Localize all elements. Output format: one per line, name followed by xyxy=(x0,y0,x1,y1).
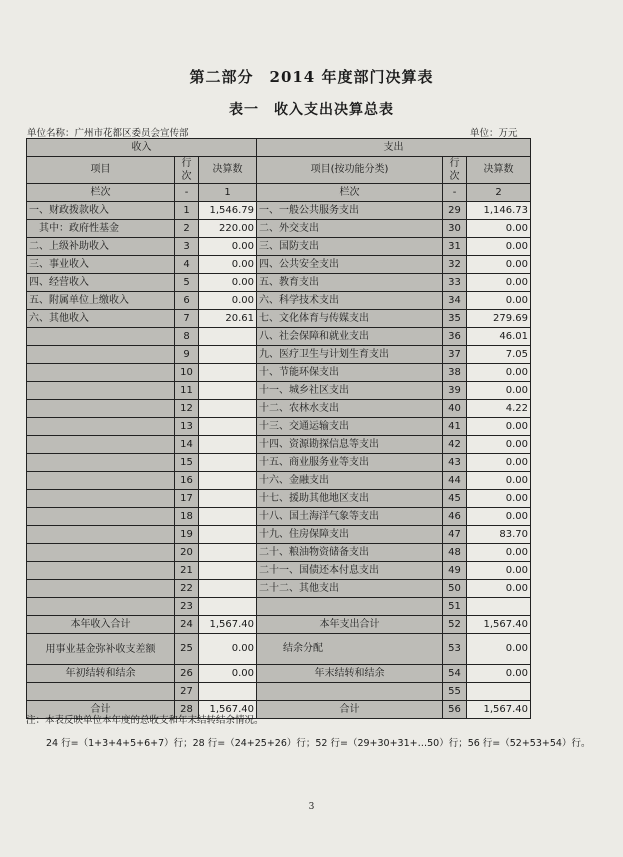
expense-row-no: 32 xyxy=(443,256,467,274)
expense-col-number: 2 xyxy=(467,184,531,202)
income-item xyxy=(27,418,175,436)
income-row-no: 3 xyxy=(175,238,199,256)
fund-label: 用事业基金弥补收支差额 xyxy=(27,634,175,665)
income-item xyxy=(27,490,175,508)
expense-amount xyxy=(467,598,531,616)
income-row-no: 2 xyxy=(175,220,199,238)
income-amount xyxy=(199,328,257,346)
expense-group-header: 支出 xyxy=(257,139,531,157)
income-amount: 20.61 xyxy=(199,310,257,328)
expense-amount: 0.00 xyxy=(467,292,531,310)
expense-amount: 0.00 xyxy=(467,454,531,472)
expense-amount: 4.22 xyxy=(467,400,531,418)
expense-item: 十、节能环保支出 xyxy=(257,364,443,382)
expense-row-no: 40 xyxy=(443,400,467,418)
table-row xyxy=(27,436,531,454)
income-col-number: 1 xyxy=(199,184,257,202)
expense-item: 三、国防支出 xyxy=(257,238,443,256)
income-amount xyxy=(199,490,257,508)
expense-row-no: 43 xyxy=(443,454,467,472)
table-row xyxy=(27,364,531,382)
table-row xyxy=(27,202,531,220)
income-amount xyxy=(199,598,257,616)
expense-item: 七、文化体育与传媒支出 xyxy=(257,310,443,328)
expense-amount: 0.00 xyxy=(467,490,531,508)
income-amount: 0.00 xyxy=(199,274,257,292)
income-row-no: 15 xyxy=(175,454,199,472)
income-amount xyxy=(199,508,257,526)
expense-amount-header: 决算数 xyxy=(467,157,531,184)
expense-row-no: 33 xyxy=(443,274,467,292)
expense-item: 二十一、国债还本付息支出 xyxy=(257,562,443,580)
expense-amount: 0.00 xyxy=(467,562,531,580)
expense-amount: 7.05 xyxy=(467,346,531,364)
table-row xyxy=(27,526,531,544)
table-row xyxy=(27,238,531,256)
expense-amount: 46.01 xyxy=(467,328,531,346)
distribution-no: 53 xyxy=(443,634,467,665)
expense-amount: 0.00 xyxy=(467,418,531,436)
table-formula-note: 24 行=（1+3+4+5+6+7）行；28 行=（24+25+26）行；52 行=（29+30+31+…50）行；56 行=（52+53+54）行。 xyxy=(46,738,591,749)
expense-item: 十五、商业服务业等支出 xyxy=(257,454,443,472)
table-row xyxy=(27,292,531,310)
expense-item: 五、教育支出 xyxy=(257,274,443,292)
expense-total-no: 52 xyxy=(443,616,467,634)
table-row xyxy=(27,544,531,562)
expense-amount: 0.00 xyxy=(467,256,531,274)
income-amount xyxy=(199,580,257,598)
income-item: 五、附属单位上缴收入 xyxy=(27,292,175,310)
income-item xyxy=(27,472,175,490)
expense-row-no: 29 xyxy=(443,202,467,220)
income-rowno-header: 行次 xyxy=(175,157,199,184)
expense-item: 十七、援助其他地区支出 xyxy=(257,490,443,508)
grand-total-no-right: 56 xyxy=(443,701,467,719)
blank-income-no: 27 xyxy=(175,683,199,701)
expense-row-no: 39 xyxy=(443,382,467,400)
currency-unit: 单位：万元 xyxy=(470,128,518,139)
table-row xyxy=(27,508,531,526)
expense-row-no: 47 xyxy=(443,526,467,544)
table-row xyxy=(27,346,531,364)
end-balance-label: 年末结转和结余 xyxy=(257,665,443,683)
income-item xyxy=(27,436,175,454)
expense-amount: 1,146.73 xyxy=(467,202,531,220)
grand-total-no-left: 28 xyxy=(175,701,199,719)
expense-amount: 0.00 xyxy=(467,544,531,562)
income-row-no: 1 xyxy=(175,202,199,220)
income-row-no: 5 xyxy=(175,274,199,292)
grand-total-value-left: 1,567.40 xyxy=(199,701,257,719)
expense-row-no: 34 xyxy=(443,292,467,310)
expense-item: 八、社会保障和就业支出 xyxy=(257,328,443,346)
expense-row-no: 41 xyxy=(443,418,467,436)
end-balance-value: 0.00 xyxy=(467,665,531,683)
expense-item: 二、外交支出 xyxy=(257,220,443,238)
income-amount: 0.00 xyxy=(199,256,257,274)
expense-col-label: 栏次 xyxy=(257,184,443,202)
income-group-header: 收入 xyxy=(27,139,257,157)
income-row-no: 23 xyxy=(175,598,199,616)
expense-item: 二十二、其他支出 xyxy=(257,580,443,598)
expense-amount: 0.00 xyxy=(467,472,531,490)
end-balance-no: 54 xyxy=(443,665,467,683)
income-item: 一、财政拨款收入 xyxy=(27,202,175,220)
table-row xyxy=(27,220,531,238)
income-total-label: 本年收入合计 xyxy=(27,616,175,634)
table-row xyxy=(27,400,531,418)
income-item xyxy=(27,400,175,418)
expense-row-no: 37 xyxy=(443,346,467,364)
expense-item-header: 项目(按功能分类) xyxy=(257,157,443,184)
grand-total-value-right: 1,567.40 xyxy=(467,701,531,719)
income-amount xyxy=(199,472,257,490)
table-row xyxy=(27,580,531,598)
income-row-no: 7 xyxy=(175,310,199,328)
expense-amount: 0.00 xyxy=(467,508,531,526)
income-item xyxy=(27,508,175,526)
income-amount xyxy=(199,418,257,436)
income-amount xyxy=(199,400,257,418)
income-row-no: 18 xyxy=(175,508,199,526)
blank-expense-item xyxy=(257,683,443,701)
blank-expense-no: 55 xyxy=(443,683,467,701)
income-item: 二、上级补助收入 xyxy=(27,238,175,256)
income-item: 六、其他收入 xyxy=(27,310,175,328)
income-row-no: 9 xyxy=(175,346,199,364)
income-amount xyxy=(199,526,257,544)
expense-col-dash: - xyxy=(443,184,467,202)
expense-row-no: 36 xyxy=(443,328,467,346)
expense-row-no: 44 xyxy=(443,472,467,490)
income-item xyxy=(27,526,175,544)
income-total-no: 24 xyxy=(175,616,199,634)
expense-item: 一、一般公共服务支出 xyxy=(257,202,443,220)
expense-item: 十一、城乡社区支出 xyxy=(257,382,443,400)
income-amount-header: 决算数 xyxy=(199,157,257,184)
expense-amount: 0.00 xyxy=(467,382,531,400)
income-row-no: 10 xyxy=(175,364,199,382)
income-amount xyxy=(199,382,257,400)
expense-row-no: 45 xyxy=(443,490,467,508)
fund-value: 0.00 xyxy=(199,634,257,665)
distribution-value: 0.00 xyxy=(467,634,531,665)
expense-item: 二十、粮油物资储备支出 xyxy=(257,544,443,562)
expense-item: 十六、金融支出 xyxy=(257,472,443,490)
expense-row-no: 49 xyxy=(443,562,467,580)
begin-balance-no: 26 xyxy=(175,665,199,683)
expense-row-no: 51 xyxy=(443,598,467,616)
income-amount xyxy=(199,454,257,472)
expense-amount: 0.00 xyxy=(467,220,531,238)
table-row xyxy=(27,598,531,616)
income-item: 三、事业收入 xyxy=(27,256,175,274)
income-item xyxy=(27,328,175,346)
income-col-dash: - xyxy=(175,184,199,202)
table-row xyxy=(27,454,531,472)
expense-row-no: 31 xyxy=(443,238,467,256)
table-row xyxy=(27,328,531,346)
income-row-no: 13 xyxy=(175,418,199,436)
income-item xyxy=(27,580,175,598)
table-row xyxy=(27,256,531,274)
expense-item xyxy=(257,598,443,616)
expense-amount: 0.00 xyxy=(467,238,531,256)
income-amount: 1,546.79 xyxy=(199,202,257,220)
income-item xyxy=(27,598,175,616)
expense-item: 九、医疗卫生与计划生育支出 xyxy=(257,346,443,364)
income-item xyxy=(27,346,175,364)
distribution-label: 结余分配 xyxy=(257,634,443,665)
income-amount xyxy=(199,436,257,454)
income-amount xyxy=(199,346,257,364)
expense-item: 十九、住房保障支出 xyxy=(257,526,443,544)
expense-row-no: 48 xyxy=(443,544,467,562)
income-total-value: 1,567.40 xyxy=(199,616,257,634)
grand-total-label-right: 合计 xyxy=(257,701,443,719)
expense-row-no: 38 xyxy=(443,364,467,382)
income-row-no: 17 xyxy=(175,490,199,508)
expense-rowno-header: 行次 xyxy=(443,157,467,184)
expense-row-no: 30 xyxy=(443,220,467,238)
income-item: 四、经营收入 xyxy=(27,274,175,292)
expense-item: 十三、交通运输支出 xyxy=(257,418,443,436)
table-note: 注：本表反映单位本年度的总收支和年末结转结余情况。 xyxy=(26,715,264,726)
income-amount: 0.00 xyxy=(199,292,257,310)
income-row-no: 14 xyxy=(175,436,199,454)
expense-total-value: 1,567.40 xyxy=(467,616,531,634)
expense-amount: 0.00 xyxy=(467,580,531,598)
income-item xyxy=(27,454,175,472)
blank-income-item xyxy=(27,683,175,701)
begin-balance-value: 0.00 xyxy=(199,665,257,683)
income-item xyxy=(27,364,175,382)
income-row-no: 12 xyxy=(175,400,199,418)
table-title: 表一 收入支出决算总表 xyxy=(229,102,394,118)
expense-row-no: 50 xyxy=(443,580,467,598)
fund-no: 25 xyxy=(175,634,199,665)
income-row-no: 19 xyxy=(175,526,199,544)
income-amount xyxy=(199,562,257,580)
expense-amount: 279.69 xyxy=(467,310,531,328)
page-title: 第二部分 2014 年度部门决算表 xyxy=(189,68,434,86)
table-row xyxy=(27,382,531,400)
income-row-no: 4 xyxy=(175,256,199,274)
table-row xyxy=(27,274,531,292)
blank-expense-value xyxy=(467,683,531,701)
income-item xyxy=(27,382,175,400)
income-row-no: 22 xyxy=(175,580,199,598)
budget-summary-table xyxy=(26,138,531,719)
expense-amount: 0.00 xyxy=(467,274,531,292)
income-amount: 0.00 xyxy=(199,238,257,256)
income-item xyxy=(27,544,175,562)
expense-amount: 0.00 xyxy=(467,436,531,454)
page-number: 3 xyxy=(308,802,315,812)
table-row xyxy=(27,490,531,508)
income-row-no: 16 xyxy=(175,472,199,490)
begin-balance-label: 年初结转和结余 xyxy=(27,665,175,683)
income-row-no: 8 xyxy=(175,328,199,346)
income-item: 其中：政府性基金 xyxy=(27,220,175,238)
expense-row-no: 35 xyxy=(443,310,467,328)
expense-total-label: 本年支出合计 xyxy=(257,616,443,634)
expense-row-no: 42 xyxy=(443,436,467,454)
income-col-label: 栏次 xyxy=(27,184,175,202)
income-amount xyxy=(199,544,257,562)
expense-amount: 0.00 xyxy=(467,364,531,382)
income-row-no: 20 xyxy=(175,544,199,562)
blank-income-value xyxy=(199,683,257,701)
unit-name: 单位名称：广州市花都区委员会宣传部 xyxy=(27,128,189,139)
expense-item: 十二、农林水支出 xyxy=(257,400,443,418)
table-row xyxy=(27,562,531,580)
income-item-header: 项目 xyxy=(27,157,175,184)
table-row xyxy=(27,472,531,490)
grand-total-label-left: 合计 xyxy=(27,701,175,719)
income-amount: 220.00 xyxy=(199,220,257,238)
income-row-no: 21 xyxy=(175,562,199,580)
expense-item: 十八、国土海洋气象等支出 xyxy=(257,508,443,526)
income-amount xyxy=(199,364,257,382)
income-row-no: 6 xyxy=(175,292,199,310)
table-row xyxy=(27,310,531,328)
expense-item: 四、公共安全支出 xyxy=(257,256,443,274)
income-item xyxy=(27,562,175,580)
expense-item: 十四、资源勘探信息等支出 xyxy=(257,436,443,454)
income-row-no: 11 xyxy=(175,382,199,400)
expense-item: 六、科学技术支出 xyxy=(257,292,443,310)
expense-row-no: 46 xyxy=(443,508,467,526)
expense-amount: 83.70 xyxy=(467,526,531,544)
table-row xyxy=(27,418,531,436)
